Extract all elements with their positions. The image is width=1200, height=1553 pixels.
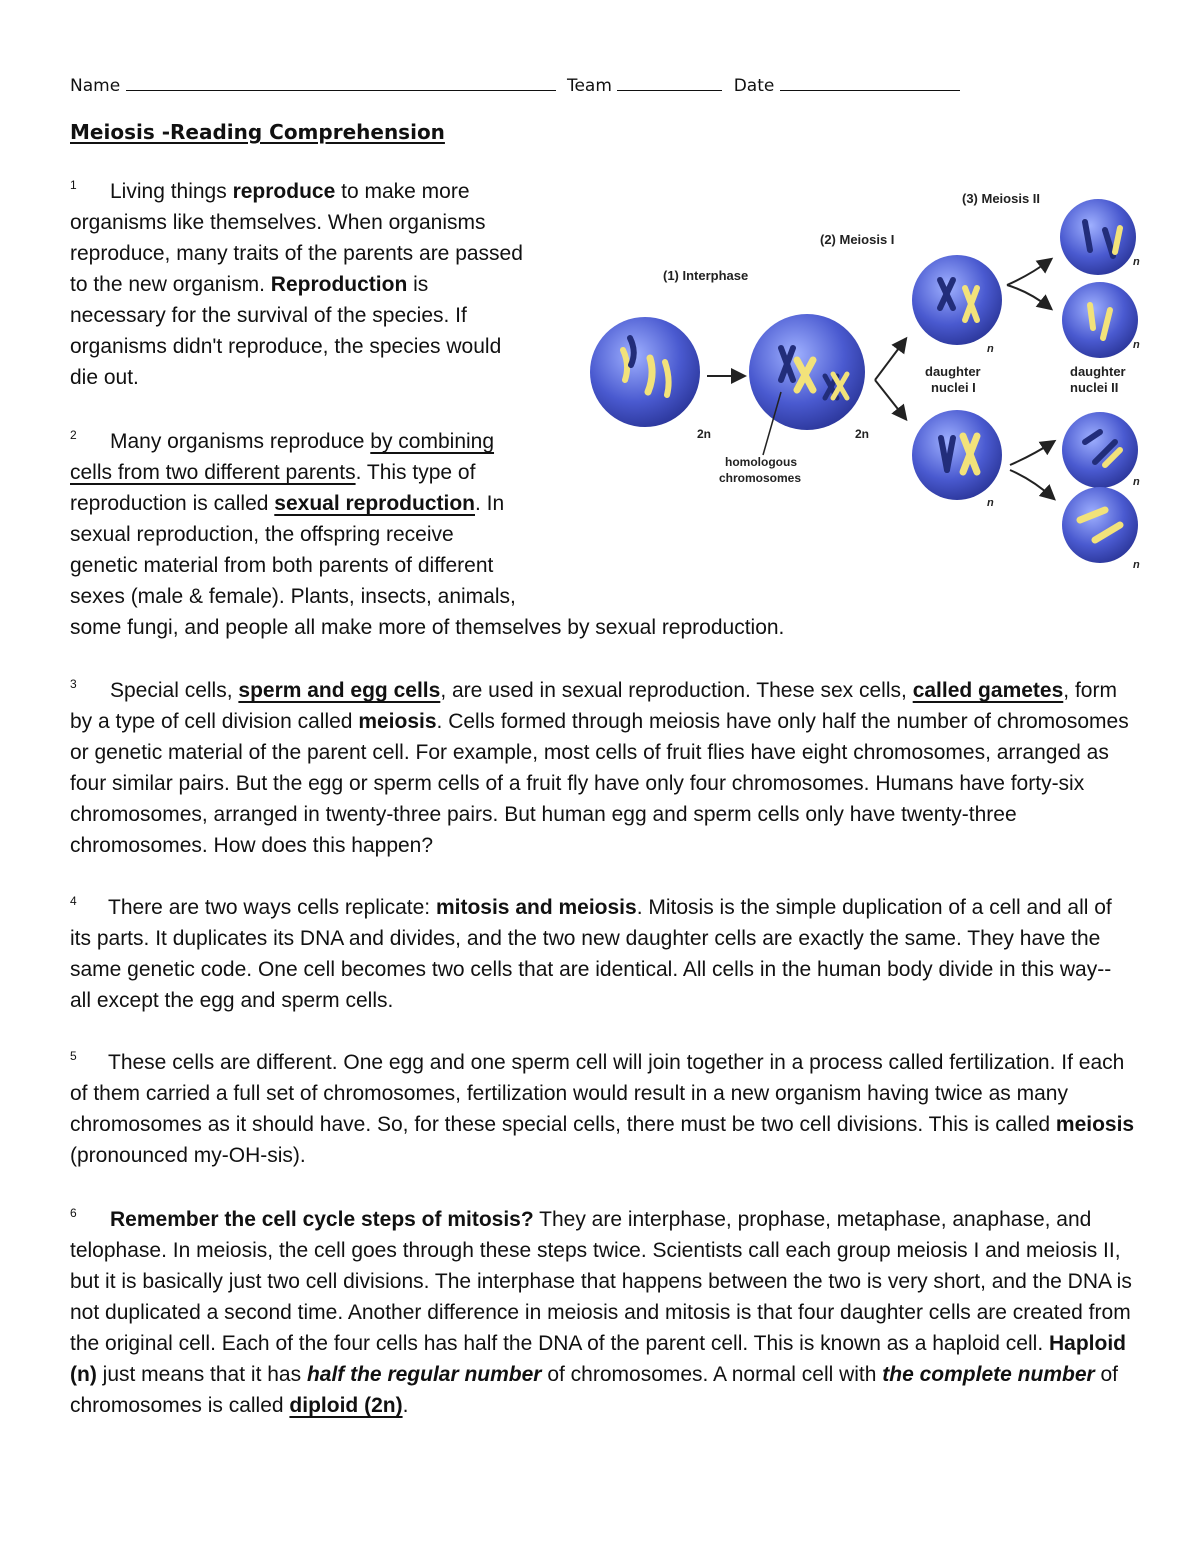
name-label: Name [70, 76, 121, 96]
name-field[interactable] [126, 74, 556, 91]
team-label: Team [566, 76, 612, 96]
team-field[interactable] [617, 74, 722, 91]
paragraph-4: 4 There are two ways cells replicate: mitosis and meiosis. Mitosis is the simple duplication of a cell and all of its parts. It duplicates its DNA and divides, and the two new daughter cells are exactly the same. They have the same genetic code. One cell becomes two cells that are identical. All cells in the human body divide in this way-- all except the egg and sperm cells. [70, 886, 1135, 1016]
arrow-2b [875, 380, 905, 418]
label-n-4: n [1133, 339, 1140, 351]
label-2n-interphase: 2n [697, 427, 712, 441]
paragraph-number: 4 [70, 894, 77, 908]
paragraph-number: 1 [70, 178, 77, 192]
paragraph-number: 2 [70, 428, 77, 442]
homologous-label-2: chromosomes [719, 471, 802, 485]
daughter-2-cell-3 [1062, 412, 1138, 488]
stage-label-meiosis-2: (3) Meiosis II [962, 191, 1041, 206]
paragraph-number: 3 [70, 677, 77, 691]
paragraph-3: 3 Special cells, sperm and egg cells, are used in sexual reproduction. These sex cells, called gametes, form by a type of cell division called meiosis. Cells formed through meiosis have only half the number of chromosomes or genetic material of the parent cell. For example, most cells of fruit flies have eight chromosomes, arranged as four similar pairs. But the egg or sperm cells of a fruit fly have only four chromosomes. Humans have forty-six chromosomes, arranged in twenty-three pairs. But human egg and sperm cells only have twenty-three chromosomes. How does this happen? [70, 669, 1135, 861]
label-n-6: n [1133, 559, 1140, 571]
arrow-3d [1010, 470, 1053, 498]
stage-label-meiosis-1: (2) Meiosis I [820, 232, 895, 247]
arrow-3c [1010, 442, 1053, 465]
paragraph-5: 5 These cells are different. One egg and one sperm cell will join together in a process called fertilization. If each of them carried a full set of chromosomes, fertilization would result in a new organism having twice as many chromosomes as it should have. So, for these special cells, there must be two cell divisions. This is called meiosis (pronounced my-OH-sis). [70, 1041, 1135, 1171]
date-label: Date [733, 76, 775, 96]
daughter-2-cell-2 [1062, 282, 1138, 358]
daughter-2-label-2: nuclei II [1070, 380, 1119, 395]
arrow-3a [1007, 260, 1050, 285]
daughter-1-label-1: daughter [925, 364, 981, 379]
page-title: Meiosis -Reading Comprehension [70, 120, 445, 144]
paragraph-6: 6 Remember the cell cycle steps of mitosis? They are interphase, prophase, metaphase, anaphase, and telophase. In meiosis, the cell goes through these steps twice. Scientists call each group meiosis I and meiosis II, but it is basically just two cell divisions. The interphase that happens between the two is very short, and the DNA is not duplicated a second time. Another difference in meiosis and mitosis is that four daughter cells are created from the original cell. Each of the four cells has half the DNA of the parent cell. This is known as a haploid cell. Haploid (n) just means that it has half the regular number of chromosomes. A normal cell with the complete number of chromosomes is called diploid (2n). [70, 1198, 1135, 1421]
daughter-2-cell-1 [1060, 199, 1136, 275]
label-n-5: n [1133, 476, 1140, 488]
daughter-1-top-cell [912, 255, 1002, 345]
arrow-3b [1007, 285, 1050, 308]
arrow-2a [875, 340, 905, 380]
stage-label-interphase: (1) Interphase [663, 268, 749, 283]
label-n-2: n [987, 497, 994, 509]
daughter-2-cell-4 [1062, 487, 1138, 563]
paragraph-1: 1 Living things reproduce to make more organisms like themselves. When organisms reproduce, many traits of the parents are passed to the new organism. Reproduction is necessary for the survival of the species. If organisms didn't reproduce, the species would die out. [70, 170, 590, 393]
label-n-1: n [987, 343, 994, 355]
label-2n-meiosis-1: 2n [855, 427, 870, 441]
daughter-1-label-2: nuclei I [931, 380, 976, 395]
paragraph-number: 5 [70, 1049, 77, 1063]
paragraph-2: 2 Many organisms reproduce by combining cells from two different parents. This type of reproduction is called sexual reproduction. In sexual reproduction, the offspring receive genetic material from both parents of different sexes (male & female). Plants, insects, animals, some fungi, and people all make more of themselves by sexual reproduction. [70, 420, 970, 643]
label-n-3: n [1133, 256, 1140, 268]
daughter-2-label-1: daughter [1070, 364, 1126, 379]
paragraph-number: 6 [70, 1206, 77, 1220]
homologous-label-1: homologous [725, 455, 797, 469]
interphase-cell [590, 317, 700, 427]
header-line [70, 74, 970, 96]
date-field[interactable] [780, 74, 960, 91]
